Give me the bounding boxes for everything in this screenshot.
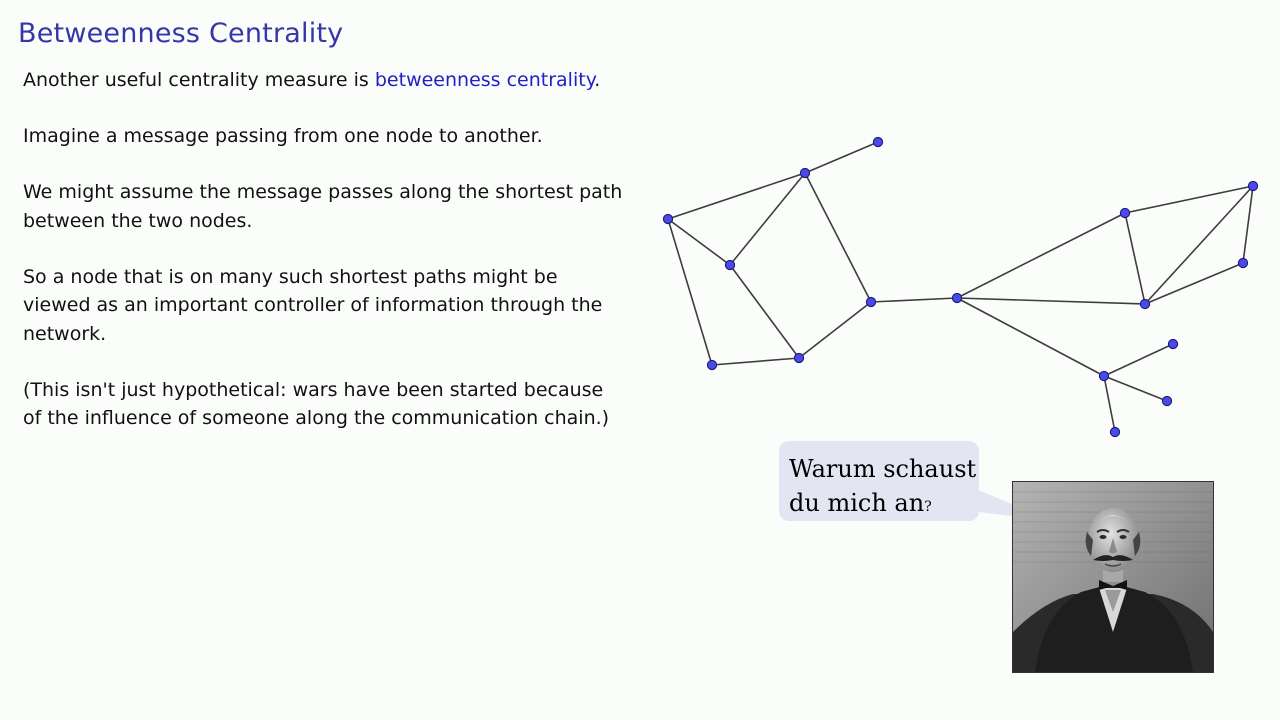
graph-node — [794, 353, 803, 362]
graph-edge — [1125, 186, 1253, 213]
graph-node — [663, 214, 672, 223]
graph-edge — [799, 302, 871, 358]
graph-edge — [1104, 376, 1167, 401]
graph-edge — [957, 213, 1125, 298]
graph-edge — [668, 219, 730, 265]
graph-edge — [668, 173, 805, 219]
shortest-path-paragraph: We might assume the message passes along the shortest path between the two nodes. — [23, 181, 623, 232]
graph-edge — [712, 358, 799, 365]
betweenness-term: betweenness centrality — [374, 69, 595, 91]
speech-line-1: Warum schaust — [789, 455, 977, 483]
portrait-engraving — [1013, 482, 1213, 672]
intro-period: . — [594, 69, 601, 91]
graph-node — [952, 293, 961, 302]
speech-line-2-text: du mich an — [789, 489, 925, 517]
graph-node — [1099, 371, 1108, 380]
graph-edge — [1145, 263, 1243, 304]
graph-node — [1120, 208, 1129, 217]
speech-line-2 — [789, 486, 969, 524]
graph-node — [800, 168, 809, 177]
graph-node — [707, 360, 716, 369]
graph-edge — [1145, 186, 1253, 304]
graph-edge — [805, 173, 871, 302]
graph-node — [866, 297, 875, 306]
message-paragraph: Imagine a message passing from one node to another. — [23, 125, 543, 147]
graph-node — [1238, 258, 1247, 267]
graph-edge — [957, 298, 1104, 376]
graph-edge — [1104, 344, 1173, 376]
intro-text: Another useful centrality measure is — [23, 69, 375, 91]
graph-edge — [730, 265, 799, 358]
graph-node — [725, 260, 734, 269]
graph-edge — [1243, 186, 1253, 263]
graph-edge — [730, 173, 805, 265]
graph-edges — [668, 142, 1253, 432]
graph-edge — [1104, 376, 1115, 432]
wars-paragraph: (This isn't just hypothetical: wars have been started because of the influence of someone along the communication chain.) — [23, 378, 610, 429]
graph-node — [1248, 181, 1257, 190]
speech-bubble — [779, 441, 979, 521]
graph-node — [1168, 339, 1177, 348]
controller-paragraph: So a node that is on many such shortest paths might be viewed as an important controller of information through the network. — [23, 265, 603, 345]
graph-edge — [805, 142, 878, 173]
graph-node — [1140, 299, 1149, 308]
graph-nodes — [663, 137, 1257, 436]
speech-question-mark: ? — [924, 499, 932, 515]
portrait-image — [1012, 481, 1214, 673]
graph-node — [1162, 396, 1171, 405]
graph-edge — [1125, 213, 1145, 304]
graph-edge — [871, 298, 957, 302]
graph-node — [873, 137, 882, 146]
graph-node — [1110, 427, 1119, 436]
slide-title: Betweenness Centrality — [18, 18, 344, 49]
graph-edge — [668, 219, 712, 365]
graph-edge — [957, 298, 1145, 304]
